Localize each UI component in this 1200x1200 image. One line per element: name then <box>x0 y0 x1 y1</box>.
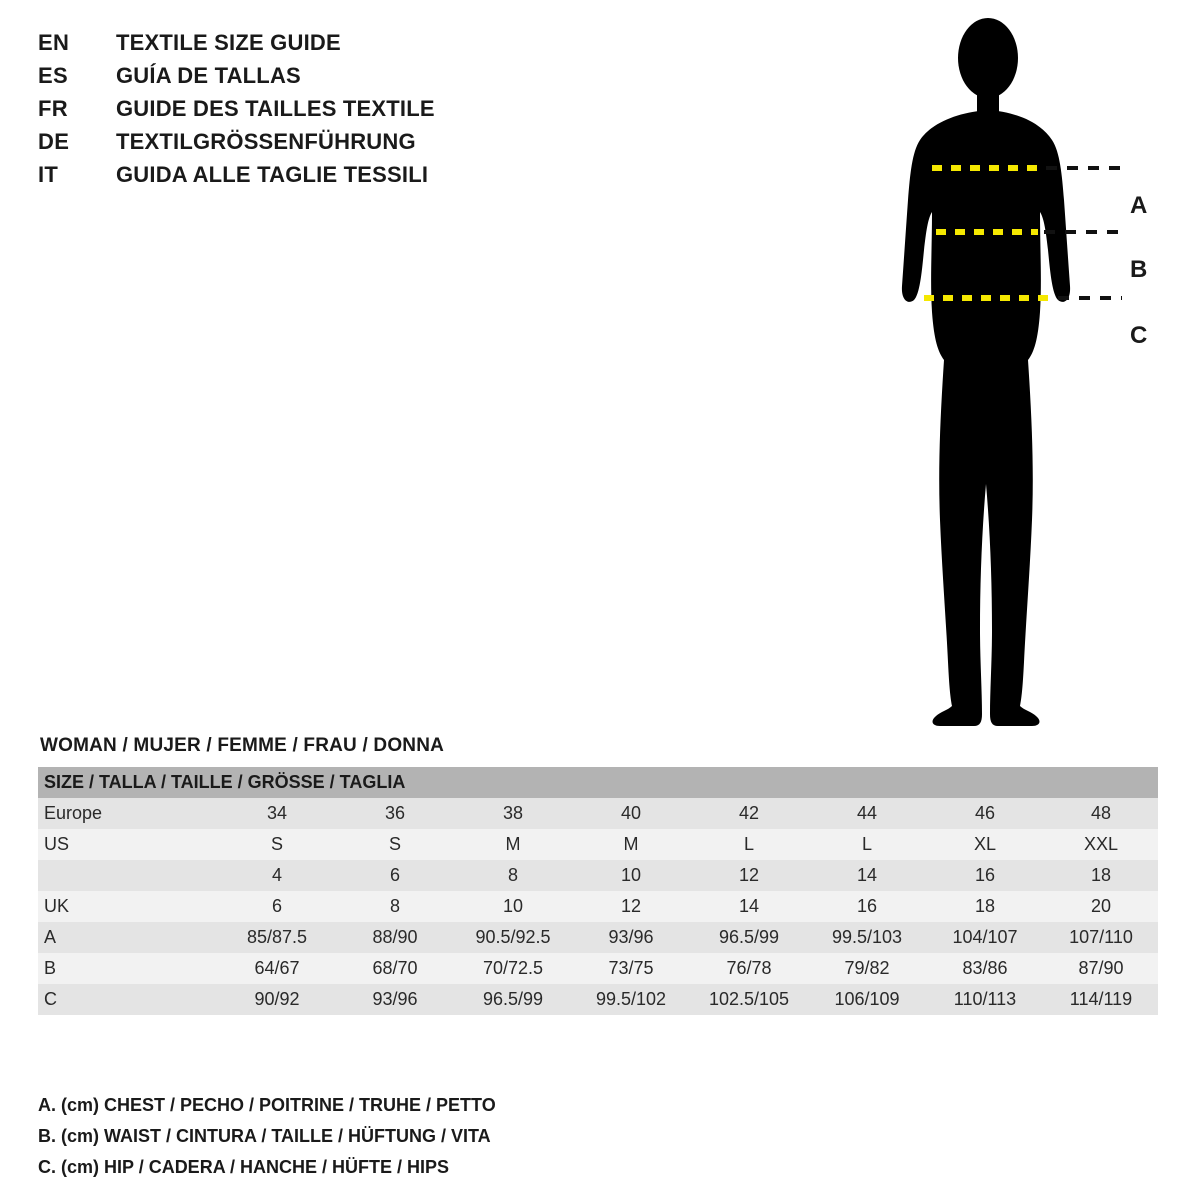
cell: 34 <box>218 798 336 829</box>
table-header-label: SIZE / TALLA / TAILLE / GRÖSSE / TAGLIA <box>38 767 1158 798</box>
cell: XXL <box>1044 829 1158 860</box>
cell: 14 <box>690 891 808 922</box>
cell: 96.5/99 <box>454 984 572 1015</box>
cell: 96.5/99 <box>690 922 808 953</box>
cell: 93/96 <box>336 984 454 1015</box>
row-label: US <box>38 829 218 860</box>
legend-line-a: A. (cm) CHEST / PECHO / POITRINE / TRUHE / PETTO <box>38 1095 496 1115</box>
row-label: Europe <box>38 798 218 829</box>
language-row-en <box>38 30 558 63</box>
row-label <box>38 860 218 891</box>
cell: XL <box>926 829 1044 860</box>
table-section-title: WOMAN / MUJER / FEMME / FRAU / DONNA <box>40 735 445 756</box>
row-label: UK <box>38 891 218 922</box>
cell: 76/78 <box>690 953 808 984</box>
cell: 14 <box>808 860 926 891</box>
cell: 88/90 <box>336 922 454 953</box>
cell: 85/87.5 <box>218 922 336 953</box>
language-title-list <box>38 30 558 195</box>
cell: 73/75 <box>572 953 690 984</box>
language-code: ES <box>38 63 68 88</box>
cell: 110/113 <box>926 984 1044 1015</box>
language-row-fr <box>38 96 558 129</box>
language-row-de <box>38 129 558 162</box>
cell: 10 <box>572 860 690 891</box>
cell: 90/92 <box>218 984 336 1015</box>
table-row <box>38 860 1158 891</box>
cell: 12 <box>690 860 808 891</box>
cell: 8 <box>454 860 572 891</box>
cell: 68/70 <box>336 953 454 984</box>
cell: 102.5/105 <box>690 984 808 1015</box>
cell: 64/67 <box>218 953 336 984</box>
cell: 79/82 <box>808 953 926 984</box>
row-label: B <box>38 953 218 984</box>
cell: 4 <box>218 860 336 891</box>
legend-line-c: C. (cm) HIP / CADERA / HANCHE / HÜFTE / HIPS <box>38 1157 450 1177</box>
cell: 16 <box>808 891 926 922</box>
language-title: GUIDE DES TAILLES TEXTILE <box>116 96 435 121</box>
table-row <box>38 984 1158 1015</box>
body-figure <box>840 0 1200 740</box>
cell: 6 <box>336 860 454 891</box>
cell: 38 <box>454 798 572 829</box>
cell: 99.5/103 <box>808 922 926 953</box>
cell: 10 <box>454 891 572 922</box>
cell: 6 <box>218 891 336 922</box>
table-row <box>38 798 1158 829</box>
cell: 93/96 <box>572 922 690 953</box>
female-silhouette-icon <box>840 0 1200 740</box>
measure-label-c: C <box>1130 322 1148 349</box>
language-title: TEXTILE SIZE GUIDE <box>116 30 341 55</box>
cell: 42 <box>690 798 808 829</box>
cell: 90.5/92.5 <box>454 922 572 953</box>
table-row <box>38 953 1158 984</box>
cell: S <box>336 829 454 860</box>
language-code: DE <box>38 129 70 154</box>
cell: 87/90 <box>1044 953 1158 984</box>
cell: 46 <box>926 798 1044 829</box>
measure-label-b: B <box>1130 256 1148 283</box>
legend-line-b: B. (cm) WAIST / CINTURA / TAILLE / HÜFTUNG / VITA <box>38 1126 491 1146</box>
language-row-es <box>38 63 558 96</box>
cell: 18 <box>926 891 1044 922</box>
language-title: GUÍA DE TALLAS <box>116 63 301 88</box>
cell: 106/109 <box>808 984 926 1015</box>
table-row <box>38 922 1158 953</box>
cell: 12 <box>572 891 690 922</box>
cell: 99.5/102 <box>572 984 690 1015</box>
cell: 107/110 <box>1044 922 1158 953</box>
table-header-row <box>38 767 1158 798</box>
cell: 114/119 <box>1044 984 1158 1015</box>
measurement-legend <box>38 1090 838 1183</box>
size-table <box>38 767 1158 1015</box>
cell: 20 <box>1044 891 1158 922</box>
language-title: TEXTILGRÖSSENFÜHRUNG <box>116 129 416 154</box>
language-row-it <box>38 162 558 195</box>
language-code: FR <box>38 96 68 121</box>
language-title: GUIDA ALLE TAGLIE TESSILI <box>116 162 429 187</box>
cell: S <box>218 829 336 860</box>
cell: 44 <box>808 798 926 829</box>
cell: 18 <box>1044 860 1158 891</box>
cell: 40 <box>572 798 690 829</box>
cell: 8 <box>336 891 454 922</box>
cell: 83/86 <box>926 953 1044 984</box>
table-row <box>38 891 1158 922</box>
measure-label-a: A <box>1130 192 1148 219</box>
row-label: C <box>38 984 218 1015</box>
cell: 16 <box>926 860 1044 891</box>
row-label: A <box>38 922 218 953</box>
language-code: IT <box>38 162 59 187</box>
cell: M <box>454 829 572 860</box>
size-table-area <box>38 735 1166 1015</box>
cell: L <box>690 829 808 860</box>
cell: 48 <box>1044 798 1158 829</box>
cell: 70/72.5 <box>454 953 572 984</box>
cell: M <box>572 829 690 860</box>
cell: 104/107 <box>926 922 1044 953</box>
cell: L <box>808 829 926 860</box>
cell: 36 <box>336 798 454 829</box>
language-code: EN <box>38 30 70 55</box>
table-row <box>38 829 1158 860</box>
